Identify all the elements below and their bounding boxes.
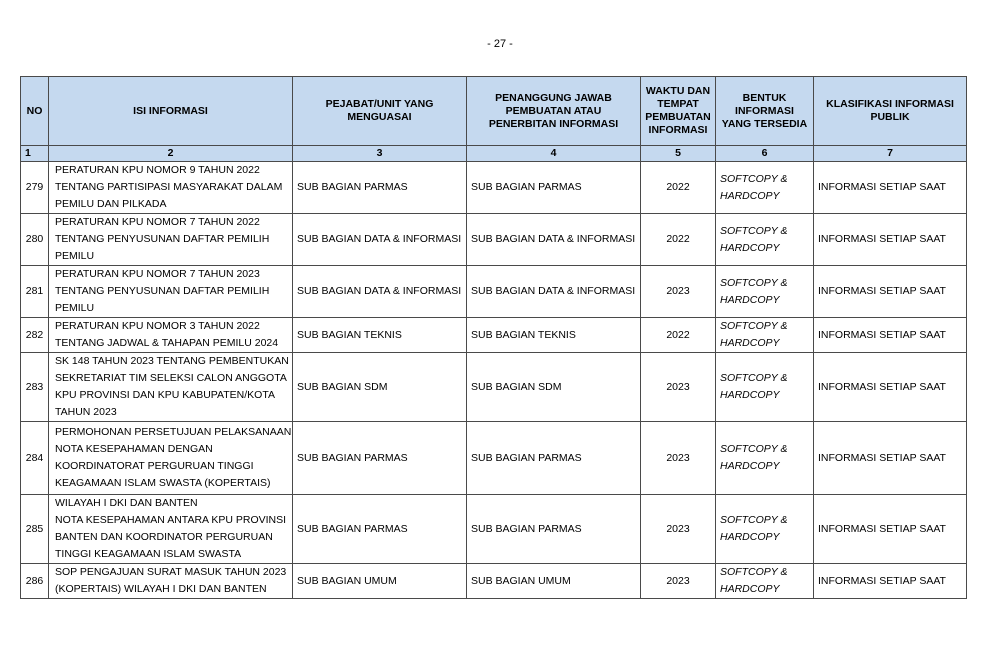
bentuk-cell: SOFTCOPY & HARDCOPY — [716, 162, 814, 214]
waktu-cell: 2023 — [641, 266, 716, 318]
bentuk-cell: SOFTCOPY & HARDCOPY — [716, 495, 814, 564]
klasifikasi-cell: INFORMASI SETIAP SAAT — [814, 422, 967, 495]
waktu-cell: 2023 — [641, 495, 716, 564]
klasifikasi-cell: INFORMASI SETIAP SAAT — [814, 353, 967, 422]
table-row — [21, 353, 967, 422]
row-number: 282 — [21, 318, 49, 353]
waktu-cell: 2022 — [641, 318, 716, 353]
table-row — [21, 495, 967, 564]
header-bentuk: BENTUK INFORMASI YANG TERSEDIA — [716, 77, 814, 146]
row-number: 279 — [21, 162, 49, 214]
isi-informasi: SOP PENGAJUAN SURAT MASUK TAHUN 2023 (KOPERTAIS) WILAYAH I DKI DAN BANTEN — [49, 564, 293, 599]
isi-informasi: WILAYAH I DKI DAN BANTEN NOTA KESEPAHAMAN ANTARA KPU PROVINSI BANTEN DAN KOORDINATOR PERGURUAN TINGGI KEAGAMAAN ISLAM SWASTA — [49, 495, 293, 564]
isi-informasi: PERATURAN KPU NOMOR 7 TAHUN 2022 TENTANG PENYUSUNAN DAFTAR PEMILIH PEMILU — [49, 214, 293, 266]
column-number: 6 — [716, 146, 814, 162]
isi-informasi: PERMOHONAN PERSETUJUAN PELAKSANAAN NOTA KESEPAHAMAN DENGAN KOORDINATORAT PERGURUAN TINGGI KEAGAMAAN ISLAM SWASTA (KOPERTAIS) — [49, 422, 293, 495]
isi-informasi: PERATURAN KPU NOMOR 9 TAHUN 2022 TENTANG PARTISIPASI MASYARAKAT DALAM PEMILU DAN PILKADA — [49, 162, 293, 214]
column-number: 4 — [467, 146, 641, 162]
isi-informasi: PERATURAN KPU NOMOR 3 TAHUN 2022 TENTANG JADWAL & TAHAPAN PEMILU 2024 — [49, 318, 293, 353]
row-number: 285 — [21, 495, 49, 564]
table-row — [21, 318, 967, 353]
klasifikasi-cell: INFORMASI SETIAP SAAT — [814, 266, 967, 318]
header-pejabat: PEJABAT/UNIT YANG MENGUASAI — [293, 77, 467, 146]
page-number: - 27 - — [487, 38, 513, 50]
penanggung-cell: SUB BAGIAN PARMAS — [467, 495, 641, 564]
waktu-cell: 2023 — [641, 564, 716, 599]
row-number: 281 — [21, 266, 49, 318]
table-row — [21, 422, 967, 495]
pejabat-cell: SUB BAGIAN PARMAS — [293, 422, 467, 495]
bentuk-cell: SOFTCOPY & HARDCOPY — [716, 353, 814, 422]
row-number: 284 — [21, 422, 49, 495]
header-penanggung-jawab: PENANGGUNG JAWAB PEMBUATAN ATAU PENERBITAN INFORMASI — [467, 77, 641, 146]
pejabat-cell: SUB BAGIAN UMUM — [293, 564, 467, 599]
penanggung-cell: SUB BAGIAN DATA & INFORMASI — [467, 214, 641, 266]
pejabat-cell: SUB BAGIAN DATA & INFORMASI — [293, 214, 467, 266]
penanggung-cell: SUB BAGIAN UMUM — [467, 564, 641, 599]
column-number-row — [21, 146, 967, 162]
klasifikasi-cell: INFORMASI SETIAP SAAT — [814, 318, 967, 353]
header-isi-informasi: ISI INFORMASI — [49, 77, 293, 146]
waktu-cell: 2023 — [641, 353, 716, 422]
table-row — [21, 564, 967, 599]
penanggung-cell: SUB BAGIAN DATA & INFORMASI — [467, 266, 641, 318]
column-number: 7 — [814, 146, 967, 162]
row-number: 286 — [21, 564, 49, 599]
information-table — [20, 76, 967, 599]
waktu-cell: 2023 — [641, 422, 716, 495]
penanggung-cell: SUB BAGIAN TEKNIS — [467, 318, 641, 353]
bentuk-cell: SOFTCOPY & HARDCOPY — [716, 266, 814, 318]
penanggung-cell: SUB BAGIAN SDM — [467, 353, 641, 422]
pejabat-cell: SUB BAGIAN PARMAS — [293, 495, 467, 564]
bentuk-cell: SOFTCOPY & HARDCOPY — [716, 564, 814, 599]
column-number: 3 — [293, 146, 467, 162]
waktu-cell: 2022 — [641, 214, 716, 266]
pejabat-cell: SUB BAGIAN PARMAS — [293, 162, 467, 214]
pejabat-cell: SUB BAGIAN DATA & INFORMASI — [293, 266, 467, 318]
table-row — [21, 214, 967, 266]
column-number: 2 — [49, 146, 293, 162]
bentuk-cell: SOFTCOPY & HARDCOPY — [716, 214, 814, 266]
klasifikasi-cell: INFORMASI SETIAP SAAT — [814, 214, 967, 266]
penanggung-cell: SUB BAGIAN PARMAS — [467, 162, 641, 214]
table-row — [21, 162, 967, 214]
pejabat-cell: SUB BAGIAN SDM — [293, 353, 467, 422]
bentuk-cell: SOFTCOPY & HARDCOPY — [716, 318, 814, 353]
column-number: 5 — [641, 146, 716, 162]
header-waktu: WAKTU DAN TEMPAT PEMBUATAN INFORMASI — [641, 77, 716, 146]
penanggung-cell: SUB BAGIAN PARMAS — [467, 422, 641, 495]
klasifikasi-cell: INFORMASI SETIAP SAAT — [814, 495, 967, 564]
header-no: NO — [21, 77, 49, 146]
header-klasifikasi: KLASIFIKASI INFORMASI PUBLIK — [814, 77, 967, 146]
isi-informasi: PERATURAN KPU NOMOR 7 TAHUN 2023 TENTANG PENYUSUNAN DAFTAR PEMILIH PEMILU — [49, 266, 293, 318]
klasifikasi-cell: INFORMASI SETIAP SAAT — [814, 564, 967, 599]
waktu-cell: 2022 — [641, 162, 716, 214]
row-number: 283 — [21, 353, 49, 422]
isi-informasi: SK 148 TAHUN 2023 TENTANG PEMBENTUKAN SEKRETARIAT TIM SELEKSI CALON ANGGOTA KPU PROVINSI DAN KPU KABUPATEN/KOTA TAHUN 2023 — [49, 353, 293, 422]
klasifikasi-cell: INFORMASI SETIAP SAAT — [814, 162, 967, 214]
row-number: 280 — [21, 214, 49, 266]
bentuk-cell: SOFTCOPY & HARDCOPY — [716, 422, 814, 495]
header-row — [21, 77, 967, 146]
column-number: 1 — [21, 146, 49, 162]
table-row — [21, 266, 967, 318]
pejabat-cell: SUB BAGIAN TEKNIS — [293, 318, 467, 353]
